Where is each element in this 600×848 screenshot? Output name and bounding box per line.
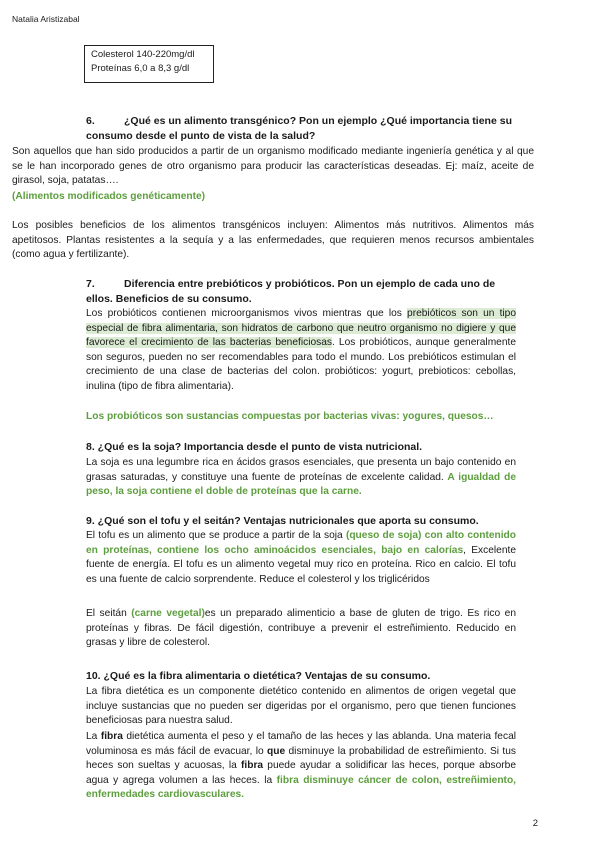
question-10-text-c: disminuye la probabilidad de estreñimiento. Si tus heces son sueltas y acuosas, la (86, 745, 516, 772)
question-7-text-a: Los probióticos contienen microorganismos vivos mientras que los (86, 308, 408, 319)
box-line-proteins: Proteínas 6,0 a 8,3 g/dl (91, 63, 190, 74)
question-10-note: fibra disminuye cáncer de colon, estreñimiento, enfermedades cardiovasculares. (86, 774, 517, 801)
question-10-definition: La fibra dietética es un componente dietético contenido en alimentos de origen vegetal que incluye sustancias que no pueden ser digeridas por el organismo, pero que tienen funciones beneficiosas para nuestra salud. (86, 686, 516, 727)
question-10-bold-que: que (267, 745, 286, 757)
question-9-tofu-text-a: El tofu es un alimento que se produce a partir de la soja (86, 530, 346, 541)
question-9-seitan (86, 607, 516, 651)
question-9-tofu-text-b: , Excelente fuente de energía. El tofu es un alimento vegetal muy rico en proteína. Rico en calcio. El tofu es una fuente de calcio sorprendente. Reduce el colesterol y los triglicéridos (86, 544, 517, 585)
question-6-heading (86, 114, 518, 144)
page-number: 2 (532, 818, 538, 829)
question-10-benefits (86, 730, 516, 803)
question-7-number: 7. (86, 278, 95, 290)
question-8-text: La soja es una legumbre rica en ácidos grasos esenciales, que presenta un bajo contenido en grasas saturadas, y constituye una fuente de proteínas de excelente calidad. (86, 457, 516, 483)
question-9-seitan-highlight: (carne vegetal) (131, 608, 205, 619)
question-10-text-a: La (86, 731, 101, 742)
question-6-note: (Alimentos modificados genéticamente) (12, 191, 206, 202)
question-6-number: 6. (86, 115, 95, 127)
question-7-answer (86, 307, 516, 395)
question-10-bold-fibra-1: fibra (100, 731, 123, 742)
author-name: Natalia Aristizabal (12, 14, 80, 24)
question-8-note: A igualdad de peso, la soja contiene el doble de proteínas que la carne. (86, 471, 516, 498)
question-10-text-d: puede ayudar a solidificar las heces, porque absorbe agua y agrega volumen a las heces. la (86, 760, 517, 786)
question-9-title: 9. ¿Qué son el tofu y el seitán? Ventajas nutricionales que aporta su consumo. (86, 515, 479, 527)
question-8-title: 8. ¿Qué es la soja? Importancia desde el punto de vista nutricional. (86, 441, 423, 453)
question-10-text-b: dietética aumenta el peso y el tamaño de las heces y las ablanda. Una materia fecal voluminosa es más fácil de evacuar, lo (86, 731, 516, 757)
question-10-bold-fibra-2: fibra (241, 760, 264, 772)
question-7-text-b: . Los probióticos, aunque generalmente son seguros, pueden no ser recomendables para todo el mundo. Los prebióticos estimulan el crecimiento de una clase de bacterias del colon. probióticos: yogurt, prebioticos: cebollas, inulina (tipo de fibra alimentaria). (86, 337, 517, 392)
question-9-seitan-text-a: El seitán (86, 608, 132, 619)
box-line-cholesterol: Colesterol 140-220mg/dl (91, 49, 195, 60)
question-7-highlight: prebióticos son un tipo especial de fibra alimentaria, son hidratos de carbono que neutro organismo no digiere y que favorece el crecimiento de las bacterias beneficiosas (86, 308, 516, 349)
question-9-tofu (86, 529, 516, 587)
question-7-heading (86, 277, 518, 307)
question-6-benefits: Los posibles beneficios de los alimentos transgénicos incluyen: Alimentos más nutritivos. Alimentos más apetitosos. Plantas resistentes a la sequía y a las enfermedades, que requieren menos recursos ambientales (como agua y fertilizante). (12, 220, 534, 261)
question-6-answer: Son aquellos que han sido producidos a partir de un organismo modificado mediante ingeniería genética y al que se le han incorporado genes de otro organismo para producir las características deseadas. Ej: maíz, aceite de girasol, soja, patatas…. (12, 146, 534, 187)
question-7-title: Diferencia entre prebióticos y probióticos. Pon un ejemplo de cada uno de ellos. Beneficios de su consumo. (86, 278, 496, 305)
question-9-tofu-highlight: (queso de soja) con alto contenido en proteínas, contiene los ocho aminoácidos esenciales, bajo en calorías (86, 530, 516, 556)
reference-values-box (84, 45, 214, 83)
question-10-title: 10. ¿Qué es la fibra alimentaria o dietética? Ventajas de su consumo. (86, 670, 431, 682)
question-9-seitan-text-b: es un preparado alimenticio a base de gluten de trigo. Es rico en proteínas y fibras. De fácil digestión, contribuye a prevenir el estreñimiento. Reducido en grasas y libre de colesterol. (86, 608, 516, 649)
question-7-note: Los probióticos son sustancias compuestas por bacterias vivas: yogures, quesos… (86, 411, 494, 422)
question-8-answer (86, 456, 516, 500)
question-6-title: ¿Qué es un alimento transgénico? Pon un ejemplo ¿Qué importancia tiene su consumo desde el punto de vista de la salud? (86, 115, 512, 142)
